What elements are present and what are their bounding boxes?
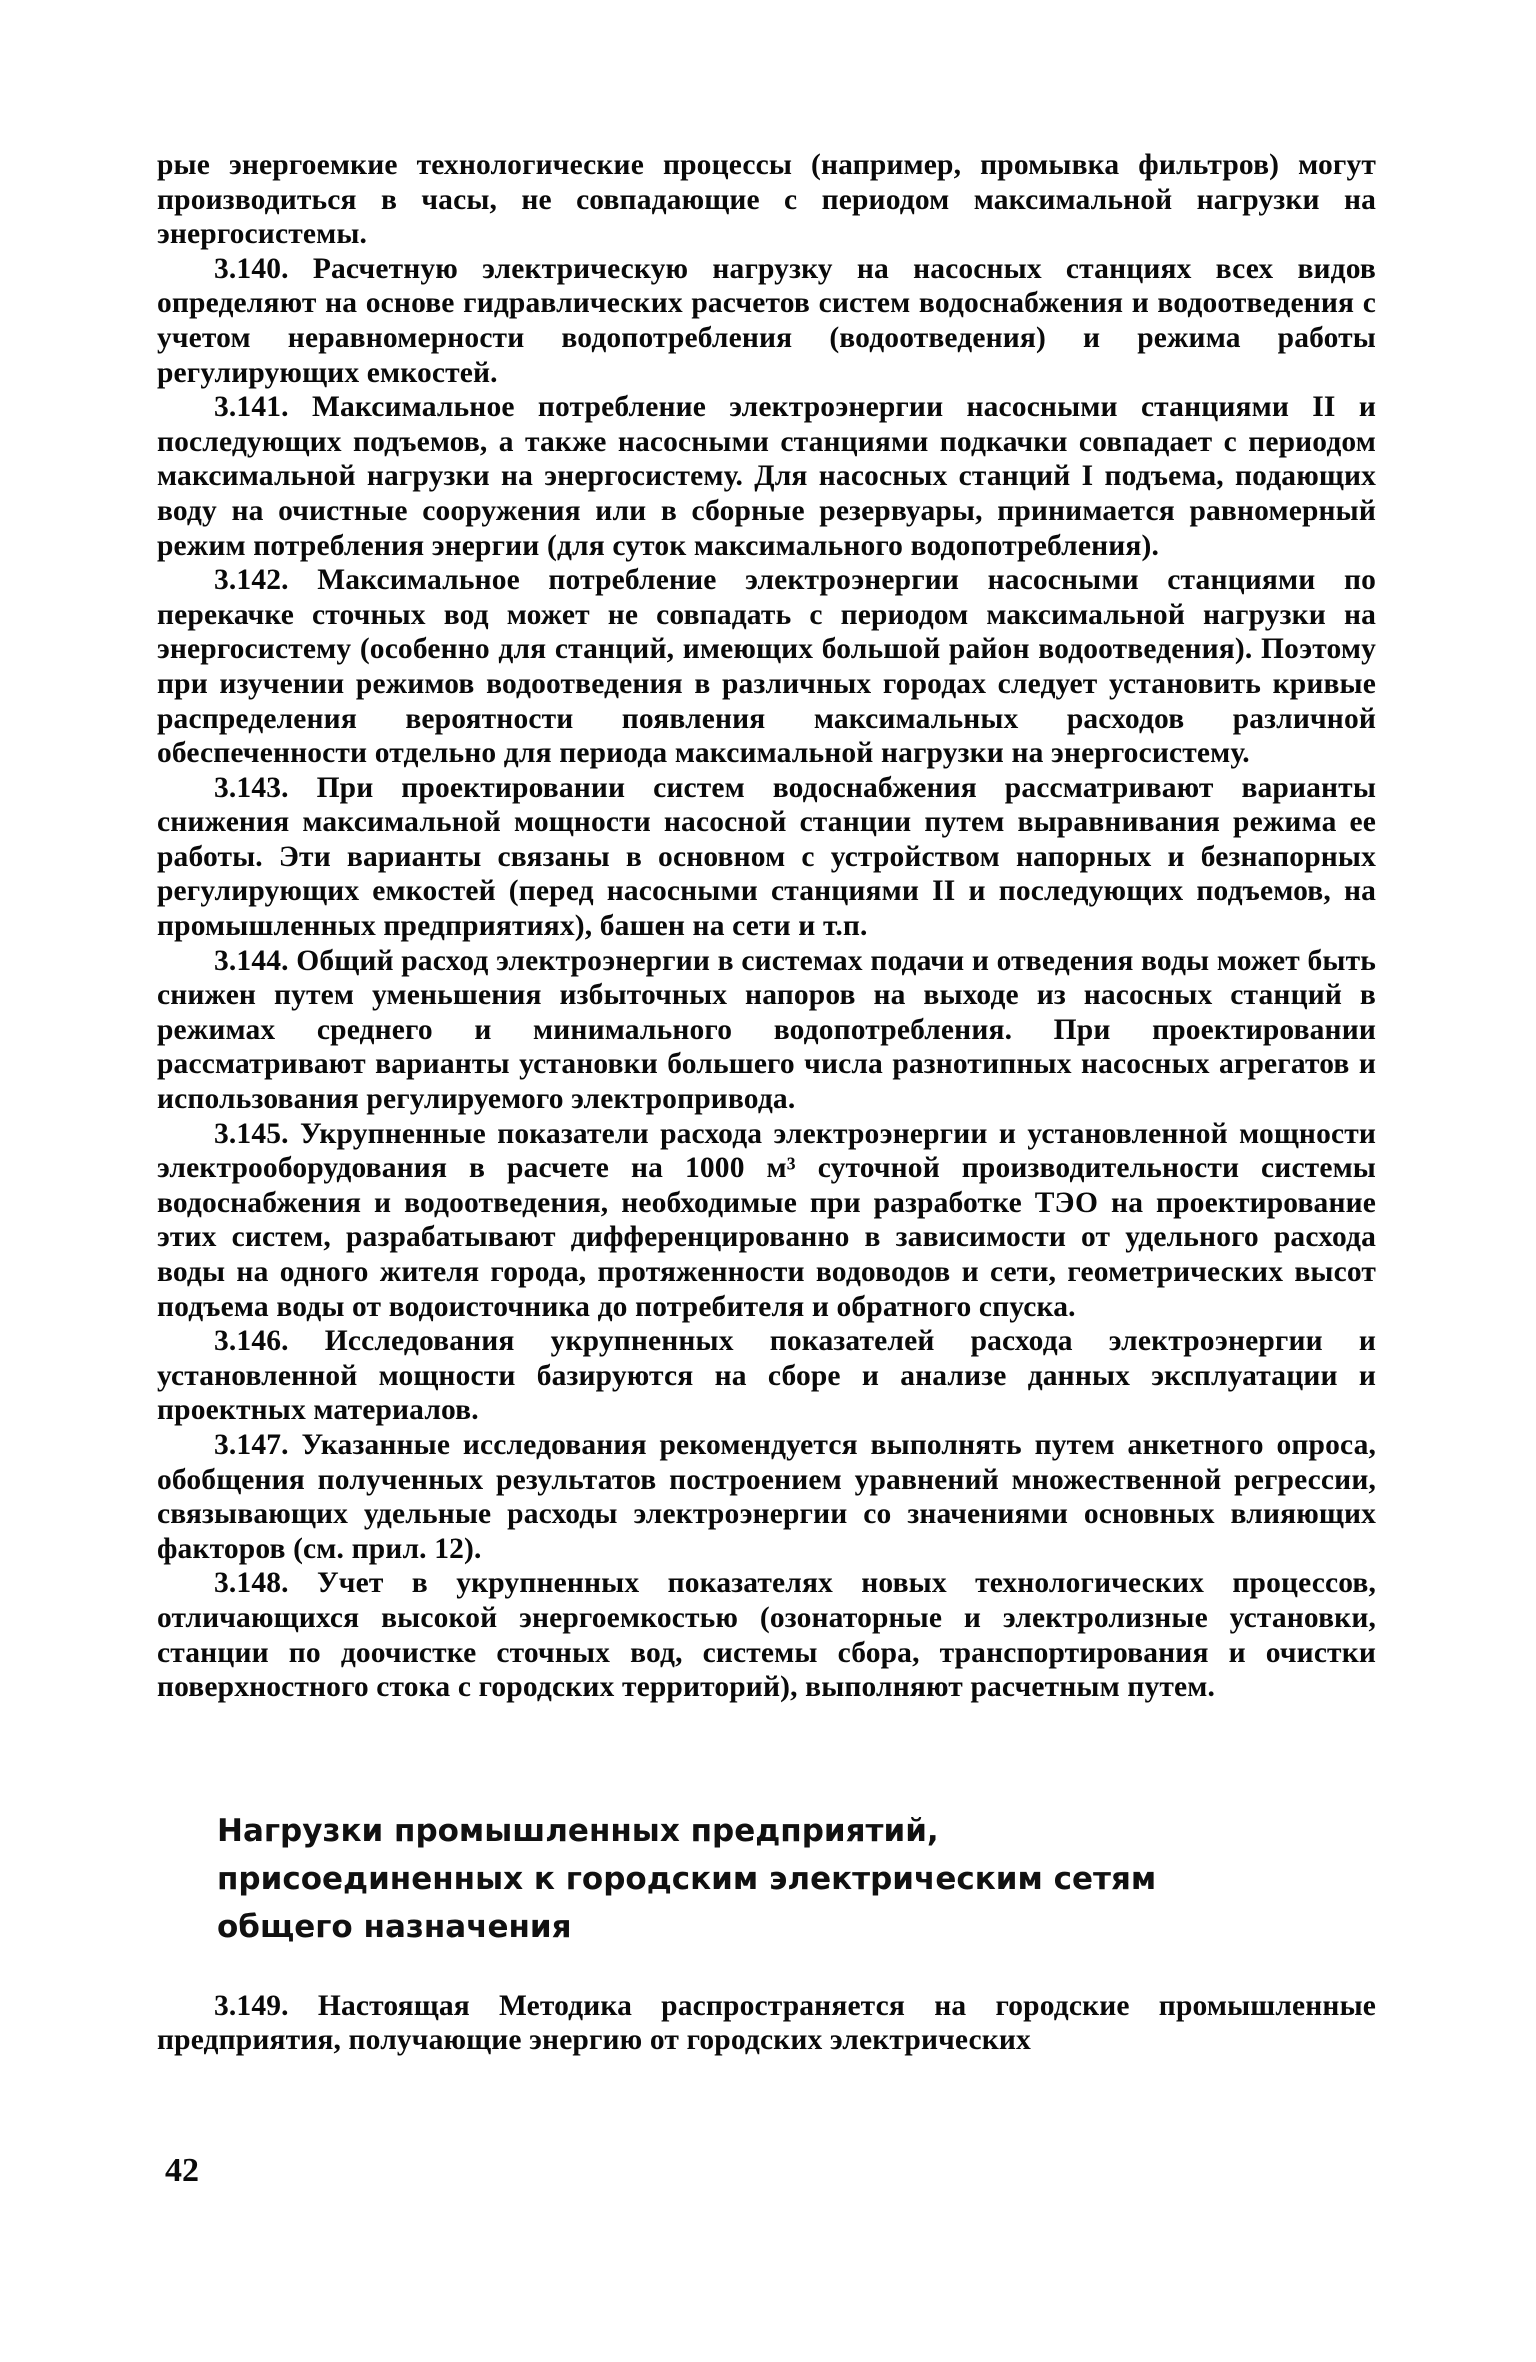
- paragraph-number: 3.145.: [214, 1117, 289, 1150]
- paragraph-3-145: [157, 1117, 1376, 1325]
- paragraph-number: 3.143.: [214, 771, 289, 804]
- paragraph-text: Указанные исследования рекомендуется выполнять путем анкетного опроса, обобщения полученных результатов построением уравнений множественной регрессии, связывающих удельные расходы электроэнергии со значениями основных влияющих факторов (см. прил. 12).: [157, 1428, 1376, 1565]
- paragraph-continuation: рые энергоемкие технологические процессы (например, промывка фильтров) могут производиться в часы, не совпадающие с периодом максимальной нагрузки на энергосистемы.: [157, 149, 1376, 251]
- paragraph-text: Укрупненные показатели расхода электроэнергии и установленной мощности электрооборудования в расчете на 1000 м³ суточной производительности системы водоснабжения и водоотведения, необходимые при разработке ТЭО на проектирование этих систем, разрабатывают дифференцированно в зависимости от удельного расхода воды на одного жителя города, протяженности водоводов и сети, геометрических высот подъема воды от водоисточника до потребителя и обратного спуска.: [157, 1117, 1376, 1323]
- paragraph-text: Расчетную электрическую нагрузку на насосных станциях всех видов определяют на основе гидравлических расчетов систем водоснабжения и водоотведения с учетом неравномерности водопотребления (водоотведения) и режима работы регулирующих емкостей.: [157, 252, 1376, 389]
- body-text: [157, 148, 1376, 2058]
- page-number: 42: [165, 2152, 199, 2189]
- paragraph-text: Общий расход электроэнергии в системах подачи и отведения воды может быть снижен путем уменьшения избыточных напоров на выходе из насосных станций в режимах среднего и минимального водопотребления. При проектировании рассматривают варианты установки большего числа разнотипных насосных агрегатов и использования регулируемого электропривода.: [157, 944, 1376, 1116]
- paragraph-text: При проектировании систем водоснабжения рассматривают варианты снижения максимальной мощности насосной станции путем выравнивания режима ее работы. Эти варианты связаны в основном с устройством напорных и безнапорных регулирующих емкостей (перед насосными станциями II и последующих подъемов, на промышленных предприятиях), башен на сети и т.п.: [157, 771, 1377, 943]
- paragraph-number: 3.148.: [214, 1567, 289, 1600]
- paragraph-3-147: [157, 1428, 1376, 1566]
- paragraph-3-143: [157, 771, 1376, 944]
- paragraph-3-149: [157, 1989, 1376, 2058]
- paragraph-number: 3.141.: [214, 391, 289, 424]
- paragraph-text: Максимальное потребление электроэнергии насосными станциями II и последующих подъемов, а также насосными станциями подкачки совпадает с периодом максимальной нагрузки на энергосистему. Для насосных станций I подъема, подающих воду на очистные сооружения или в сборные резервуары, принимается равномерный режим потребления энергии (для суток максимального водопотребления).: [157, 391, 1376, 562]
- paragraph-3-140: [157, 252, 1376, 390]
- paragraph-number: 3.146.: [214, 1325, 289, 1358]
- section-heading-line-1: Нагрузки промышленных предприятий,: [217, 1812, 939, 1849]
- paragraph-3-144: [157, 944, 1376, 1117]
- paragraph-3-148: [157, 1566, 1376, 1704]
- section-heading: [217, 1807, 1376, 1951]
- paragraph-number: 3.147.: [214, 1428, 289, 1461]
- paragraph-number: 3.144.: [214, 944, 289, 977]
- paragraph-text: Настоящая Методика распространяется на городские промышленные предприятия, получающие энергию от городских электрических: [157, 1989, 1376, 2057]
- paragraph-number: 3.142.: [214, 564, 289, 597]
- section-heading-line-2: присоединенных к городским электрическим сетям: [217, 1860, 1157, 1897]
- paragraph-3-141: [157, 390, 1376, 563]
- paragraph-number: 3.149.: [214, 1989, 289, 2022]
- paragraph-text: Исследования укрупненных показателей расхода электроэнергии и установленной мощности базируются на сборе и анализе данных эксплуатации и проектных материалов.: [157, 1325, 1376, 1427]
- paragraph-number: 3.140.: [214, 252, 289, 285]
- paragraph-3-146: [157, 1324, 1376, 1428]
- paragraph-text: Максимальное потребление электроэнергии насосными станциями по перекачке сточных вод может не совпадать с периодом максимальной нагрузки на энергосистему (особенно для станций, имеющих большой район водоотведения). Поэтому при изучении режимов водоотведения в различных городах следует установить кривые распределения вероятности появления максимальных расходов различной обеспеченности отдельно для периода максимальной нагрузки на энергосистему.: [157, 564, 1376, 770]
- paragraph-text: Учет в укрупненных показателях новых технологических процессов, отличающихся высокой энергоемкостью (озонаторные и электролизные установки, станции по доочистке сточных вод, системы сбора, транспортирования и очистки поверхностного стока с городских территорий), выполняют расчетным путем.: [157, 1567, 1376, 1704]
- paragraph-3-142: [157, 563, 1376, 771]
- section-heading-line-3: общего назначения: [217, 1908, 572, 1945]
